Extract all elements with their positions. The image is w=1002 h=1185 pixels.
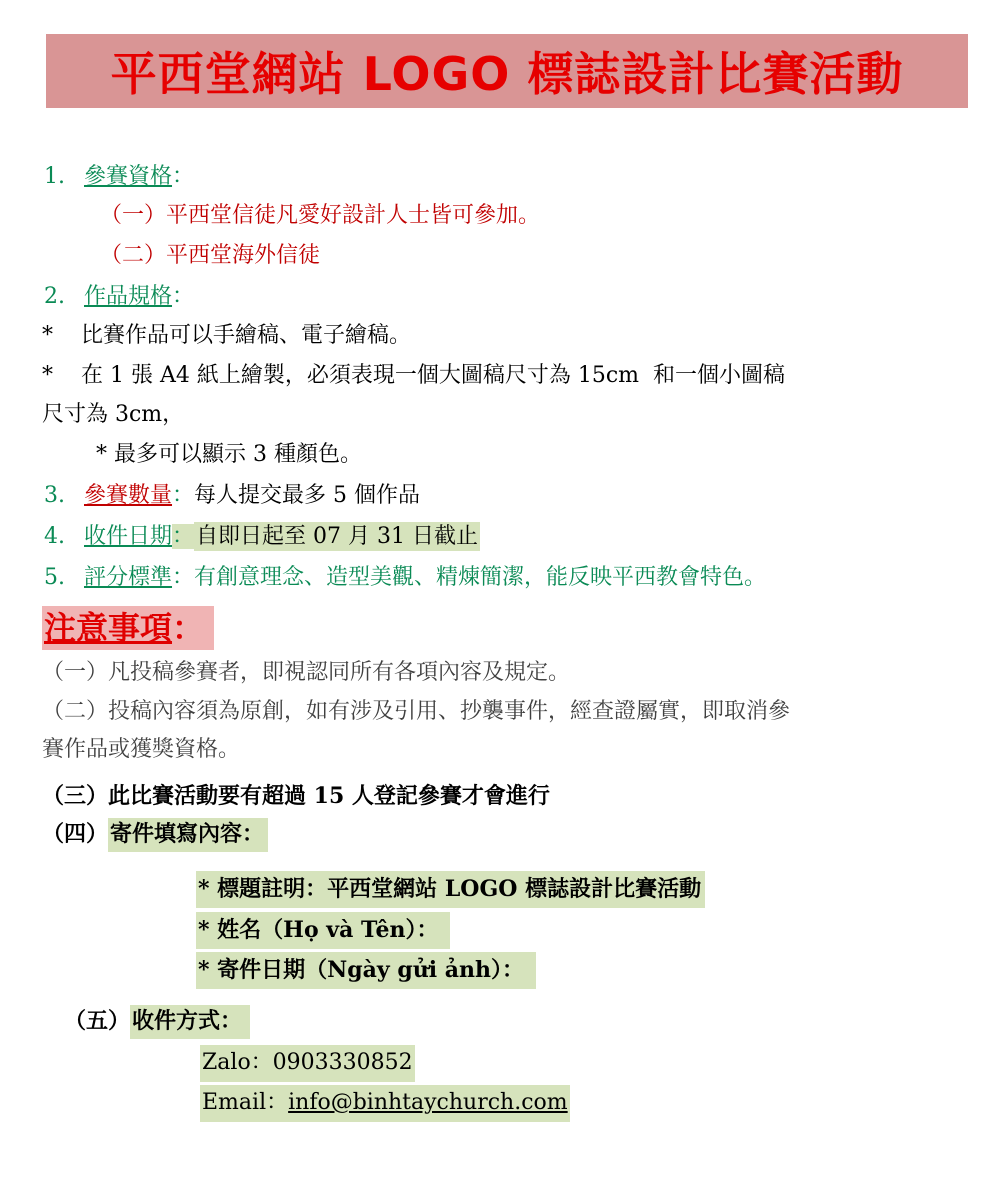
section-value: 每人提交最多 5 個作品	[194, 483, 421, 508]
section-1-heading	[44, 162, 194, 192]
field-date: * 寄件日期（Ngày gửi ảnh）：	[196, 952, 536, 989]
note-item: （一）凡投稿參賽者，即視認同所有各項內容及規定。	[42, 660, 571, 685]
spec-line: * 在 1 張 A4 紙上繪製，必須表現一個大圖稿尺寸為 15cm 和一個小圖稿	[42, 363, 785, 388]
note-item: （三）此比賽活動要有超過 15 人登記參賽才會進行	[42, 783, 550, 809]
note-item-continued: 賽作品或獲獎資格。	[42, 737, 241, 762]
section-number: 2.	[44, 284, 65, 309]
section-label: 作品規格	[84, 284, 173, 309]
spec-line: * 最多可以顯示 3 種顏色。	[96, 442, 362, 467]
note-item	[64, 1006, 250, 1036]
section-3-heading	[44, 481, 420, 511]
field-name: * 姓名（Họ và Tên）：	[196, 912, 450, 949]
colon: ：	[172, 483, 195, 508]
notice-title: 注意事項	[44, 609, 173, 647]
note-prefix: （五）	[64, 1008, 131, 1034]
field-subject: * 標題註明：平西堂網站 LOGO 標誌設計比賽活動	[196, 871, 705, 908]
eligibility-item: （二）平西堂海外信徒	[100, 243, 321, 268]
section-number: 1.	[44, 164, 65, 189]
note-label: 收件方式：	[130, 1005, 250, 1039]
note-item: （二）投稿內容須為原創，如有涉及引用、抄襲事件，經查證屬實，即取消參	[42, 699, 791, 724]
section-2-heading	[44, 282, 194, 312]
email-link[interactable]: info@binhtaychurch.com	[288, 1090, 568, 1115]
colon: ：	[172, 284, 195, 309]
section-number: 3.	[44, 483, 65, 508]
section-value: 有創意理念、造型美觀、精煉簡潔，能反映平西教會特色。	[194, 565, 767, 590]
note-label: 寄件填寫內容：	[108, 818, 268, 852]
section-label: 評分標準	[84, 565, 173, 590]
colon: ：	[172, 565, 195, 590]
page-title: 平西堂網站 LOGO 標誌設計比賽活動	[110, 47, 904, 101]
eligibility-item: （一）平西堂信徒凡愛好設計人士皆可參加。	[100, 203, 541, 228]
deadline-value: 自即日起至 07 月 31 日截止	[196, 524, 478, 549]
note-prefix: （四）	[42, 821, 109, 847]
email-label: Email：	[202, 1090, 289, 1115]
section-number: 4.	[44, 524, 65, 549]
title-banner	[46, 34, 968, 108]
spec-line: * 比賽作品可以手繪稿、電子繪稿。	[42, 323, 411, 348]
section-number: 5.	[44, 565, 65, 590]
section-5-heading	[44, 563, 766, 593]
colon: ：	[172, 164, 195, 189]
section-4-heading	[44, 522, 480, 552]
note-item	[42, 819, 268, 849]
section-label: 參賽資格	[84, 164, 173, 189]
section-label: 參賽數量	[84, 483, 173, 508]
notice-heading	[42, 606, 214, 650]
zalo-contact: Zalo：0903330852	[200, 1045, 415, 1082]
spec-line: 尺寸為 3cm，	[42, 402, 185, 427]
section-label: 收件日期	[84, 524, 173, 549]
colon: ：	[172, 524, 195, 549]
colon: ：	[172, 609, 205, 647]
email-contact	[200, 1085, 570, 1122]
